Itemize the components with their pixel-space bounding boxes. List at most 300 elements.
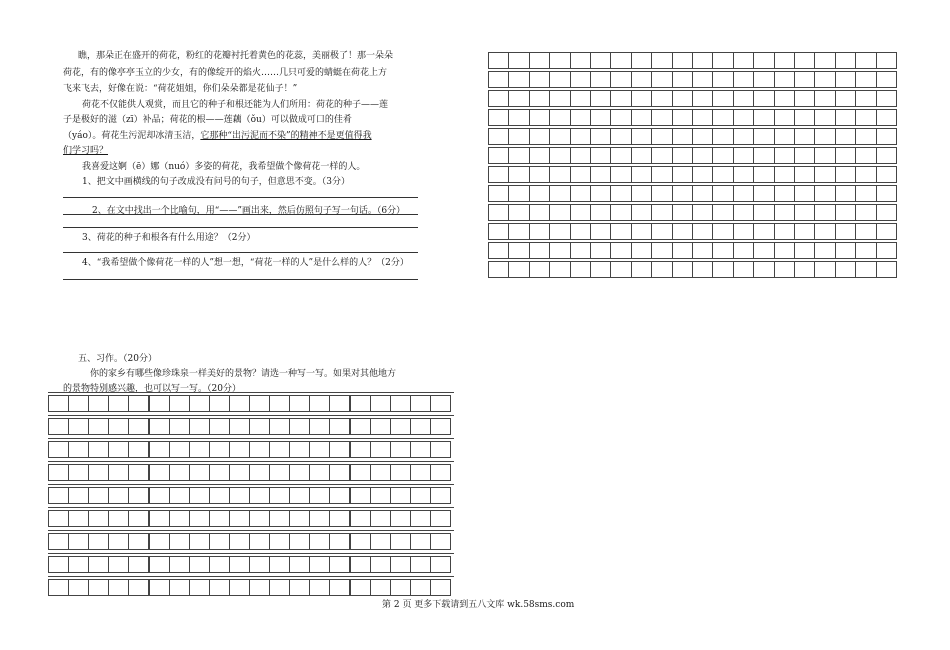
grid-cell[interactable] xyxy=(68,464,89,481)
grid-cell[interactable] xyxy=(189,556,210,573)
grid-cell[interactable] xyxy=(68,510,89,527)
grid-cell[interactable] xyxy=(814,90,835,107)
grid-cell[interactable] xyxy=(108,441,129,458)
grid-cell[interactable] xyxy=(309,441,330,458)
grid-cell[interactable] xyxy=(814,71,835,88)
grid-cell[interactable] xyxy=(68,395,89,412)
grid-cell[interactable] xyxy=(651,166,672,183)
grid-cell[interactable] xyxy=(651,242,672,259)
grid-cell[interactable] xyxy=(733,52,754,69)
grid-cell[interactable] xyxy=(169,579,190,596)
grid-cell[interactable] xyxy=(712,128,733,145)
grid-cell[interactable] xyxy=(835,204,856,221)
grid-cell[interactable] xyxy=(570,147,591,164)
grid-cell[interactable] xyxy=(733,109,754,126)
grid-cell[interactable] xyxy=(410,579,431,596)
grid-cell[interactable] xyxy=(209,510,230,527)
grid-cell[interactable] xyxy=(712,166,733,183)
grid-cell[interactable] xyxy=(855,52,876,69)
grid-cell[interactable] xyxy=(835,185,856,202)
grid-cell[interactable] xyxy=(651,185,672,202)
grid-cell[interactable] xyxy=(108,556,129,573)
grid-cell[interactable] xyxy=(370,579,391,596)
grid-cell[interactable] xyxy=(774,166,795,183)
grid-cell[interactable] xyxy=(88,441,109,458)
grid-cell[interactable] xyxy=(309,533,330,550)
grid-cell[interactable] xyxy=(488,223,509,240)
grid-cell[interactable] xyxy=(289,556,310,573)
grid-cell[interactable] xyxy=(631,109,652,126)
grid-cell[interactable] xyxy=(570,109,591,126)
grid-cell[interactable] xyxy=(672,90,693,107)
grid-cell[interactable] xyxy=(269,464,290,481)
grid-cell[interactable] xyxy=(390,464,411,481)
grid-cell[interactable] xyxy=(488,147,509,164)
grid-cell[interactable] xyxy=(692,185,713,202)
grid-cell[interactable] xyxy=(651,90,672,107)
grid-cell[interactable] xyxy=(169,487,190,504)
grid-cell[interactable] xyxy=(169,510,190,527)
grid-cell[interactable] xyxy=(590,90,611,107)
grid-cell[interactable] xyxy=(209,395,230,412)
grid-cell[interactable] xyxy=(814,261,835,278)
grid-cell[interactable] xyxy=(692,147,713,164)
grid-cell[interactable] xyxy=(794,52,815,69)
grid-cell[interactable] xyxy=(774,52,795,69)
grid-cell[interactable] xyxy=(329,418,350,435)
grid-cell[interactable] xyxy=(350,556,371,573)
grid-cell[interactable] xyxy=(529,128,550,145)
grid-cell[interactable] xyxy=(835,242,856,259)
grid-cell[interactable] xyxy=(488,204,509,221)
grid-cell[interactable] xyxy=(876,90,897,107)
grid-cell[interactable] xyxy=(590,223,611,240)
grid-cell[interactable] xyxy=(835,223,856,240)
grid-cell[interactable] xyxy=(249,556,270,573)
grid-cell[interactable] xyxy=(88,556,109,573)
grid-cell[interactable] xyxy=(712,185,733,202)
grid-cell[interactable] xyxy=(430,510,451,527)
grid-cell[interactable] xyxy=(855,185,876,202)
grid-cell[interactable] xyxy=(108,418,129,435)
grid-cell[interactable] xyxy=(610,242,631,259)
grid-cell[interactable] xyxy=(350,487,371,504)
grid-cell[interactable] xyxy=(876,109,897,126)
grid-cell[interactable] xyxy=(712,261,733,278)
grid-cell[interactable] xyxy=(350,464,371,481)
grid-cell[interactable] xyxy=(529,261,550,278)
grid-cell[interactable] xyxy=(855,223,876,240)
grid-cell[interactable] xyxy=(88,464,109,481)
grid-cell[interactable] xyxy=(876,52,897,69)
grid-cell[interactable] xyxy=(68,487,89,504)
grid-cell[interactable] xyxy=(814,109,835,126)
grid-cell[interactable] xyxy=(672,261,693,278)
grid-cell[interactable] xyxy=(229,533,250,550)
grid-cell[interactable] xyxy=(370,441,391,458)
grid-cell[interactable] xyxy=(149,395,170,412)
grid-cell[interactable] xyxy=(753,204,774,221)
grid-cell[interactable] xyxy=(610,90,631,107)
grid-cell[interactable] xyxy=(733,204,754,221)
grid-cell[interactable] xyxy=(108,579,129,596)
grid-cell[interactable] xyxy=(48,556,69,573)
grid-cell[interactable] xyxy=(814,242,835,259)
grid-cell[interactable] xyxy=(814,52,835,69)
grid-cell[interactable] xyxy=(289,510,310,527)
grid-cell[interactable] xyxy=(488,90,509,107)
grid-cell[interactable] xyxy=(249,487,270,504)
grid-cell[interactable] xyxy=(149,464,170,481)
grid-cell[interactable] xyxy=(88,579,109,596)
grid-cell[interactable] xyxy=(876,223,897,240)
grid-cell[interactable] xyxy=(508,109,529,126)
grid-cell[interactable] xyxy=(108,487,129,504)
grid-cell[interactable] xyxy=(733,166,754,183)
grid-cell[interactable] xyxy=(309,487,330,504)
grid-cell[interactable] xyxy=(529,223,550,240)
grid-cell[interactable] xyxy=(430,441,451,458)
grid-cell[interactable] xyxy=(549,166,570,183)
grid-cell[interactable] xyxy=(774,128,795,145)
grid-cell[interactable] xyxy=(508,223,529,240)
grid-cell[interactable] xyxy=(149,487,170,504)
grid-cell[interactable] xyxy=(549,223,570,240)
grid-cell[interactable] xyxy=(329,579,350,596)
grid-cell[interactable] xyxy=(590,204,611,221)
grid-cell[interactable] xyxy=(410,418,431,435)
grid-cell[interactable] xyxy=(88,533,109,550)
grid-cell[interactable] xyxy=(876,128,897,145)
grid-cell[interactable] xyxy=(249,418,270,435)
grid-cell[interactable] xyxy=(733,147,754,164)
grid-cell[interactable] xyxy=(814,223,835,240)
grid-cell[interactable] xyxy=(855,71,876,88)
grid-cell[interactable] xyxy=(549,90,570,107)
grid-cell[interactable] xyxy=(88,418,109,435)
grid-cell[interactable] xyxy=(390,418,411,435)
grid-cell[interactable] xyxy=(508,261,529,278)
grid-cell[interactable] xyxy=(508,52,529,69)
grid-cell[interactable] xyxy=(350,510,371,527)
grid-cell[interactable] xyxy=(672,147,693,164)
grid-cell[interactable] xyxy=(108,533,129,550)
grid-cell[interactable] xyxy=(108,395,129,412)
grid-cell[interactable] xyxy=(309,418,330,435)
grid-cell[interactable] xyxy=(508,128,529,145)
grid-cell[interactable] xyxy=(753,128,774,145)
grid-cell[interactable] xyxy=(88,510,109,527)
grid-cell[interactable] xyxy=(570,128,591,145)
grid-cell[interactable] xyxy=(672,52,693,69)
grid-cell[interactable] xyxy=(774,261,795,278)
grid-cell[interactable] xyxy=(590,166,611,183)
grid-cell[interactable] xyxy=(309,556,330,573)
grid-cell[interactable] xyxy=(329,510,350,527)
grid-cell[interactable] xyxy=(631,147,652,164)
grid-cell[interactable] xyxy=(529,204,550,221)
grid-cell[interactable] xyxy=(651,128,672,145)
grid-cell[interactable] xyxy=(149,441,170,458)
grid-cell[interactable] xyxy=(350,579,371,596)
grid-cell[interactable] xyxy=(631,261,652,278)
grid-cell[interactable] xyxy=(169,556,190,573)
grid-cell[interactable] xyxy=(753,147,774,164)
grid-cell[interactable] xyxy=(508,147,529,164)
grid-cell[interactable] xyxy=(189,418,210,435)
grid-cell[interactable] xyxy=(430,487,451,504)
grid-cell[interactable] xyxy=(189,441,210,458)
grid-cell[interactable] xyxy=(590,128,611,145)
grid-cell[interactable] xyxy=(570,242,591,259)
grid-cell[interactable] xyxy=(672,185,693,202)
grid-cell[interactable] xyxy=(370,556,391,573)
grid-cell[interactable] xyxy=(209,579,230,596)
grid-cell[interactable] xyxy=(590,185,611,202)
grid-cell[interactable] xyxy=(712,109,733,126)
grid-cell[interactable] xyxy=(48,533,69,550)
grid-cell[interactable] xyxy=(189,510,210,527)
grid-cell[interactable] xyxy=(610,204,631,221)
grid-cell[interactable] xyxy=(570,223,591,240)
grid-cell[interactable] xyxy=(651,204,672,221)
grid-cell[interactable] xyxy=(855,166,876,183)
grid-cell[interactable] xyxy=(794,261,815,278)
grid-cell[interactable] xyxy=(549,109,570,126)
grid-cell[interactable] xyxy=(169,533,190,550)
grid-cell[interactable] xyxy=(48,395,69,412)
grid-cell[interactable] xyxy=(672,128,693,145)
grid-cell[interactable] xyxy=(692,261,713,278)
grid-cell[interactable] xyxy=(590,147,611,164)
grid-cell[interactable] xyxy=(229,418,250,435)
grid-cell[interactable] xyxy=(651,261,672,278)
grid-cell[interactable] xyxy=(814,147,835,164)
grid-cell[interactable] xyxy=(590,109,611,126)
grid-cell[interactable] xyxy=(128,441,149,458)
grid-cell[interactable] xyxy=(370,533,391,550)
grid-cell[interactable] xyxy=(149,579,170,596)
grid-cell[interactable] xyxy=(430,579,451,596)
grid-cell[interactable] xyxy=(370,418,391,435)
grid-cell[interactable] xyxy=(651,71,672,88)
grid-cell[interactable] xyxy=(350,395,371,412)
grid-cell[interactable] xyxy=(370,395,391,412)
grid-cell[interactable] xyxy=(794,71,815,88)
grid-cell[interactable] xyxy=(269,395,290,412)
grid-cell[interactable] xyxy=(672,223,693,240)
grid-cell[interactable] xyxy=(289,395,310,412)
grid-cell[interactable] xyxy=(488,128,509,145)
grid-cell[interactable] xyxy=(753,223,774,240)
grid-cell[interactable] xyxy=(529,71,550,88)
grid-cell[interactable] xyxy=(570,52,591,69)
grid-cell[interactable] xyxy=(692,223,713,240)
grid-cell[interactable] xyxy=(753,90,774,107)
grid-cell[interactable] xyxy=(774,242,795,259)
grid-cell[interactable] xyxy=(189,464,210,481)
grid-cell[interactable] xyxy=(48,487,69,504)
grid-cell[interactable] xyxy=(488,242,509,259)
grid-cell[interactable] xyxy=(733,261,754,278)
grid-cell[interactable] xyxy=(733,242,754,259)
grid-cell[interactable] xyxy=(390,533,411,550)
grid-cell[interactable] xyxy=(631,128,652,145)
grid-cell[interactable] xyxy=(189,395,210,412)
grid-cell[interactable] xyxy=(529,109,550,126)
grid-cell[interactable] xyxy=(814,185,835,202)
grid-cell[interactable] xyxy=(169,395,190,412)
grid-cell[interactable] xyxy=(814,128,835,145)
grid-cell[interactable] xyxy=(549,71,570,88)
grid-cell[interactable] xyxy=(488,71,509,88)
grid-cell[interactable] xyxy=(549,185,570,202)
grid-cell[interactable] xyxy=(855,204,876,221)
grid-cell[interactable] xyxy=(794,223,815,240)
grid-cell[interactable] xyxy=(508,204,529,221)
grid-cell[interactable] xyxy=(329,556,350,573)
grid-cell[interactable] xyxy=(289,487,310,504)
grid-cell[interactable] xyxy=(733,223,754,240)
grid-cell[interactable] xyxy=(712,204,733,221)
grid-cell[interactable] xyxy=(672,204,693,221)
grid-cell[interactable] xyxy=(692,242,713,259)
grid-cell[interactable] xyxy=(329,464,350,481)
grid-cell[interactable] xyxy=(269,510,290,527)
grid-cell[interactable] xyxy=(149,418,170,435)
grid-cell[interactable] xyxy=(610,109,631,126)
grid-cell[interactable] xyxy=(631,52,652,69)
grid-cell[interactable] xyxy=(855,128,876,145)
grid-cell[interactable] xyxy=(68,556,89,573)
grid-cell[interactable] xyxy=(794,128,815,145)
grid-cell[interactable] xyxy=(189,533,210,550)
grid-cell[interactable] xyxy=(774,185,795,202)
grid-cell[interactable] xyxy=(149,533,170,550)
grid-cell[interactable] xyxy=(549,204,570,221)
grid-cell[interactable] xyxy=(488,261,509,278)
grid-cell[interactable] xyxy=(68,441,89,458)
grid-cell[interactable] xyxy=(570,90,591,107)
grid-cell[interactable] xyxy=(488,109,509,126)
grid-cell[interactable] xyxy=(390,579,411,596)
grid-cell[interactable] xyxy=(508,166,529,183)
grid-cell[interactable] xyxy=(249,464,270,481)
grid-cell[interactable] xyxy=(876,185,897,202)
grid-cell[interactable] xyxy=(488,166,509,183)
grid-cell[interactable] xyxy=(753,242,774,259)
grid-cell[interactable] xyxy=(249,579,270,596)
grid-cell[interactable] xyxy=(814,166,835,183)
grid-cell[interactable] xyxy=(169,441,190,458)
grid-cell[interactable] xyxy=(753,52,774,69)
grid-cell[interactable] xyxy=(753,185,774,202)
grid-cell[interactable] xyxy=(269,533,290,550)
grid-cell[interactable] xyxy=(590,52,611,69)
grid-cell[interactable] xyxy=(692,204,713,221)
grid-cell[interactable] xyxy=(209,533,230,550)
grid-cell[interactable] xyxy=(814,204,835,221)
grid-cell[interactable] xyxy=(289,418,310,435)
grid-cell[interactable] xyxy=(410,464,431,481)
grid-cell[interactable] xyxy=(430,533,451,550)
grid-cell[interactable] xyxy=(48,441,69,458)
grid-cell[interactable] xyxy=(289,579,310,596)
grid-cell[interactable] xyxy=(733,128,754,145)
grid-cell[interactable] xyxy=(835,261,856,278)
grid-cell[interactable] xyxy=(774,147,795,164)
grid-cell[interactable] xyxy=(570,71,591,88)
grid-cell[interactable] xyxy=(209,487,230,504)
grid-cell[interactable] xyxy=(774,71,795,88)
grid-cell[interactable] xyxy=(309,510,330,527)
grid-cell[interactable] xyxy=(794,242,815,259)
grid-cell[interactable] xyxy=(549,147,570,164)
grid-cell[interactable] xyxy=(712,242,733,259)
grid-cell[interactable] xyxy=(794,90,815,107)
grid-cell[interactable] xyxy=(610,185,631,202)
grid-cell[interactable] xyxy=(590,242,611,259)
grid-cell[interactable] xyxy=(289,441,310,458)
grid-cell[interactable] xyxy=(209,556,230,573)
grid-cell[interactable] xyxy=(876,166,897,183)
grid-cell[interactable] xyxy=(508,71,529,88)
grid-cell[interactable] xyxy=(269,441,290,458)
grid-cell[interactable] xyxy=(774,223,795,240)
grid-cell[interactable] xyxy=(128,487,149,504)
grid-cell[interactable] xyxy=(876,71,897,88)
grid-cell[interactable] xyxy=(570,185,591,202)
grid-cell[interactable] xyxy=(651,147,672,164)
grid-cell[interactable] xyxy=(570,204,591,221)
grid-cell[interactable] xyxy=(128,510,149,527)
grid-cell[interactable] xyxy=(209,441,230,458)
grid-cell[interactable] xyxy=(794,109,815,126)
grid-cell[interactable] xyxy=(370,487,391,504)
grid-cell[interactable] xyxy=(651,109,672,126)
grid-cell[interactable] xyxy=(835,109,856,126)
grid-cell[interactable] xyxy=(350,533,371,550)
grid-cell[interactable] xyxy=(672,166,693,183)
grid-cell[interactable] xyxy=(68,418,89,435)
grid-cell[interactable] xyxy=(631,166,652,183)
grid-cell[interactable] xyxy=(692,71,713,88)
grid-cell[interactable] xyxy=(350,441,371,458)
grid-cell[interactable] xyxy=(610,166,631,183)
grid-cell[interactable] xyxy=(549,261,570,278)
grid-cell[interactable] xyxy=(149,510,170,527)
grid-cell[interactable] xyxy=(249,510,270,527)
grid-cell[interactable] xyxy=(774,204,795,221)
grid-cell[interactable] xyxy=(610,147,631,164)
grid-cell[interactable] xyxy=(774,90,795,107)
grid-cell[interactable] xyxy=(610,52,631,69)
grid-cell[interactable] xyxy=(835,90,856,107)
grid-cell[interactable] xyxy=(876,147,897,164)
grid-cell[interactable] xyxy=(128,395,149,412)
grid-cell[interactable] xyxy=(610,223,631,240)
grid-cell[interactable] xyxy=(370,464,391,481)
grid-cell[interactable] xyxy=(733,185,754,202)
grid-cell[interactable] xyxy=(672,109,693,126)
grid-cell[interactable] xyxy=(48,579,69,596)
grid-cell[interactable] xyxy=(430,556,451,573)
grid-cell[interactable] xyxy=(774,109,795,126)
grid-cell[interactable] xyxy=(410,395,431,412)
grid-cell[interactable] xyxy=(570,166,591,183)
grid-cell[interactable] xyxy=(794,204,815,221)
grid-cell[interactable] xyxy=(430,464,451,481)
